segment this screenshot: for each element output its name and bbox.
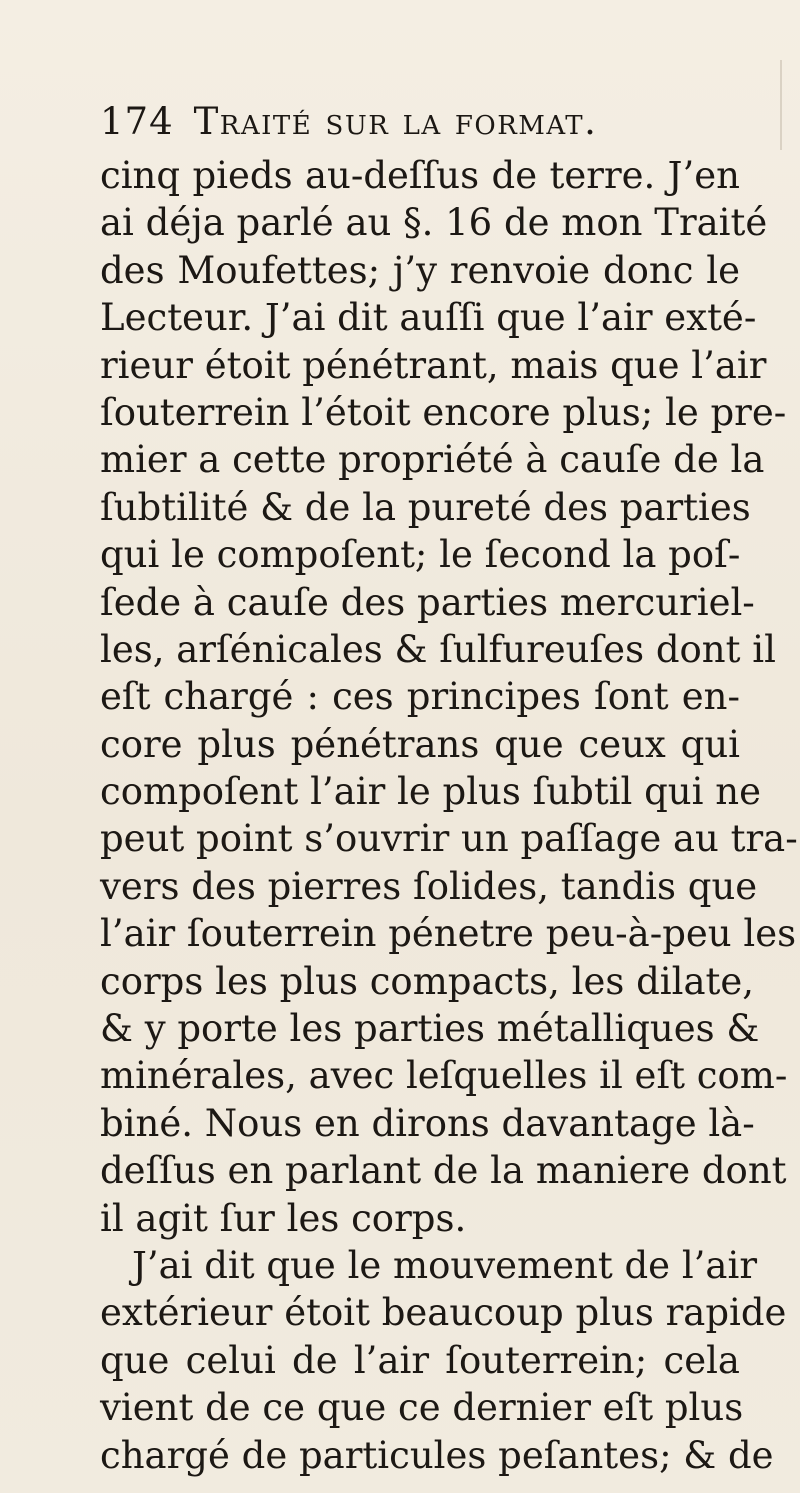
text-line: minérales, avec leſquelles il eſt com- xyxy=(100,1054,788,1098)
running-head xyxy=(100,100,740,144)
text-line: compoſent l’air le plus ſubtil qui ne xyxy=(100,770,761,814)
text-line: l’air ſouterrein pénetre peu-à-peu les xyxy=(100,912,797,956)
text-line: deſſus en parlant de la maniere dont xyxy=(100,1149,787,1193)
text-line: ſouterrein l’étoit encore plus; le pre- xyxy=(100,390,787,434)
running-title: Traité sur la format. xyxy=(193,100,598,143)
text-line: extérieur étoit beaucoup plus rapide xyxy=(100,1291,787,1335)
text-line: ſubtilité & de la pureté des parties xyxy=(100,485,751,529)
text-line: core plus pénétrans que ceux qui xyxy=(100,722,740,766)
text-line: il agit ſur les corps. xyxy=(100,1196,467,1240)
text-line: ai déja parlé au §. 16 de mon Traité xyxy=(100,201,768,245)
text-line: biné. Nous en dirons davantage là- xyxy=(100,1101,755,1145)
text-line: qui le compoſent; le ſecond la poſ- xyxy=(100,533,741,577)
text-line: & y porte les parties métalliques & xyxy=(100,1007,760,1051)
text-line: corps les plus compacts, les dilate, xyxy=(100,959,755,1003)
body-text xyxy=(100,152,798,1479)
text-line: J’ai dit que le mouvement de l’air xyxy=(132,1243,758,1287)
text-line: vers des pierres ſolides, tandis que xyxy=(100,864,758,908)
text-line: vient de ce que ce dernier eſt plus xyxy=(100,1386,744,1430)
text-line: que celui de l’air ſouterrein; cela xyxy=(100,1338,740,1382)
text-line: rieur étoit pénétrant, mais que l’air xyxy=(100,343,767,387)
text-line: peut point s’ouvrir un paſſage au tra- xyxy=(100,817,798,861)
text-line: cinq pieds au-deſſus de terre. J’en xyxy=(100,154,740,197)
text-line: ſede à cauſe des parties mercuriel- xyxy=(100,580,755,624)
page-number: 174 xyxy=(100,100,174,143)
text-line: des Moufettes; j’y renvoie donc le xyxy=(100,248,740,292)
text-line: mier a cette propriété à cauſe de la xyxy=(100,438,765,482)
text-line: Lecteur. J’ai dit auſſi que l’air exté- xyxy=(100,296,757,340)
page-edge-mark xyxy=(780,60,782,150)
text-line: eſt chargé : ces principes ſont en- xyxy=(100,675,740,719)
text-line: chargé de particules peſantes; & de xyxy=(100,1433,774,1477)
text-line: les, arſénicales & ſulfureuſes dont il xyxy=(100,627,776,671)
